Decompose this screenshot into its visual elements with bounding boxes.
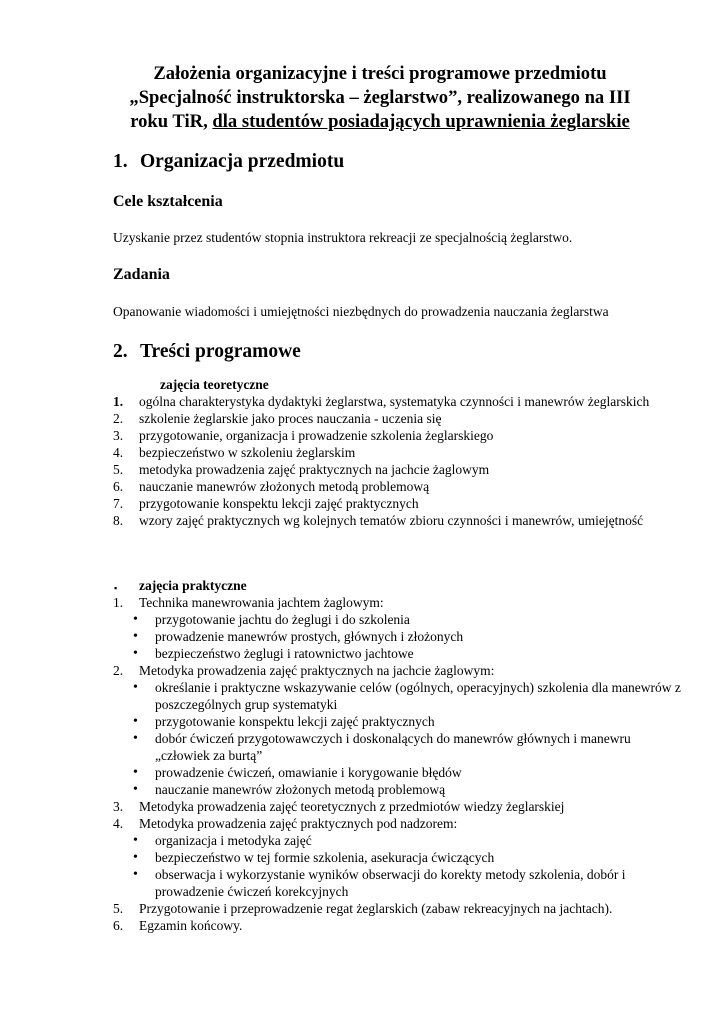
practice-subitem xyxy=(133,730,683,764)
practice-item xyxy=(113,900,683,917)
bullet-icon: • xyxy=(133,850,138,865)
practice-item xyxy=(113,815,683,832)
practice-subitem-text: bezpieczeństwo żeglugi i ratownictwo jachtowe xyxy=(155,646,414,661)
bullet-icon: • xyxy=(133,782,138,797)
theory-item-number: 5. xyxy=(113,462,124,477)
practice-subitem-text: organizacja i metodyka zajęć xyxy=(155,833,312,848)
title-line-3 xyxy=(110,110,650,134)
bullet-icon: • xyxy=(133,867,138,882)
theory-item xyxy=(113,495,683,512)
practice-subitem-text: obserwacja i wykorzystanie wyników obserwacji do korekty metody szkolenia, dobór i prowadzenie ćwiczeń korekcyjnych xyxy=(155,867,626,899)
practice-item-number: 2. xyxy=(113,663,124,678)
theory-item xyxy=(113,461,683,478)
bullet-icon: • xyxy=(133,680,138,695)
theory-item-text: wzory zajęć praktycznych wg kolejnych tematów zbioru czynności i manewrów, umiejętność xyxy=(139,513,644,528)
practice-item xyxy=(113,798,683,815)
practice-item xyxy=(113,917,683,934)
theory-item xyxy=(113,478,683,495)
theory-label: zajęcia teoretyczne xyxy=(160,377,269,392)
theory-items xyxy=(113,393,683,529)
practice-subitem xyxy=(133,764,683,781)
bullet-icon: • xyxy=(133,714,138,729)
practice-subitem-text: przygotowanie jachtu do żeglugi i do szkolenia xyxy=(155,612,410,627)
practice-subitem-text: bezpieczeństwo w tej formie szkolenia, asekuracja ćwiczących xyxy=(155,850,495,865)
practice-list xyxy=(113,577,683,934)
theory-item xyxy=(113,444,683,461)
theory-item xyxy=(113,512,683,529)
practice-item-text: Metodyka prowadzenia zajęć teoretycznych z przedmiotów wiedzy żeglarskiej xyxy=(139,799,565,814)
section-1-heading xyxy=(113,150,344,174)
bullet-icon: • xyxy=(133,629,138,644)
practice-subitem xyxy=(133,611,683,628)
practice-subitem xyxy=(133,832,683,849)
bullet-icon: • xyxy=(133,765,138,780)
theory-item-text: szkolenie żeglarskie jako proces nauczania - uczenia się xyxy=(139,411,442,426)
practice-item-number: 1. xyxy=(113,595,124,610)
title-underlined-text: dla studentów posiadających uprawnienia żeglarskie xyxy=(212,111,630,132)
document-title xyxy=(110,62,650,134)
theory-item-number: 4. xyxy=(113,445,124,460)
practice-item-number: 6. xyxy=(113,918,124,933)
practice-subitem-text: określanie i praktyczne wskazywanie celów (ogólnych, operacyjnych) szkolenia dla manewrów z poszczególnych grup systematyki xyxy=(155,680,681,712)
practice-subitem-text: przygotowanie konspektu lekcji zajęć praktycznych xyxy=(155,714,435,729)
practice-subitem-text: nauczanie manewrów złożonych metodą problemową xyxy=(155,782,446,797)
title-line-2: „Specjalność instruktorska – żeglarstwo”, realizowanego na III xyxy=(129,87,631,108)
square-bullet-icon: ▪ xyxy=(114,583,118,593)
theory-list xyxy=(113,376,683,529)
practice-item xyxy=(113,594,683,611)
practice-subitem-text: dobór ćwiczeń przygotowawczych i doskonalących do manewrów głównych i manewru „człowiek za burtą” xyxy=(155,731,631,763)
practice-item xyxy=(113,662,683,679)
theory-item xyxy=(113,410,683,427)
title-line-3-prefix: roku TiR, xyxy=(130,111,213,132)
practice-subitem-text: prowadzenie manewrów prostych, głównych i złożonych xyxy=(155,629,464,644)
theory-item-text: bezpieczeństwo w szkoleniu żeglarskim xyxy=(139,445,356,460)
section-2-title: Treści programowe xyxy=(140,341,301,362)
practice-subitem xyxy=(133,849,683,866)
practice-label: zajęcia praktyczne xyxy=(139,578,247,593)
bullet-icon: • xyxy=(133,833,138,848)
practice-subitem-text: prowadzenie ćwiczeń, omawianie i korygowanie błędów xyxy=(155,765,462,780)
practice-item-number: 4. xyxy=(113,816,124,831)
tasks-text: Opanowanie wiadomości i umiejętności niezbędnych do prowadzenia nauczania żeglarstwa xyxy=(113,304,609,319)
practice-item-text: Egzamin końcowy. xyxy=(139,918,243,933)
practice-item-text: Metodyka prowadzenia zajęć praktycznych pod nadzorem: xyxy=(139,816,458,831)
practice-subitem xyxy=(133,866,683,900)
tasks-heading: Zadania xyxy=(113,266,170,283)
theory-item-text: przygotowanie konspektu lekcji zajęć praktycznych xyxy=(139,496,419,511)
section-2-heading xyxy=(113,340,301,364)
theory-item xyxy=(113,393,683,410)
practice-subitem xyxy=(133,713,683,730)
practice-subitem xyxy=(133,679,683,713)
theory-item-number: 3. xyxy=(113,428,124,443)
section-1-number: 1. xyxy=(113,151,128,172)
practice-item-number: 5. xyxy=(113,901,124,916)
theory-item-text: nauczanie manewrów złożonych metodą problemową xyxy=(139,479,430,494)
bullet-icon: • xyxy=(133,731,138,746)
theory-item-text: ogólna charakterystyka dydaktyki żeglarstwa, systematyka czynności i manewrów żeglarskich xyxy=(139,394,650,409)
goals-heading: Cele kształcenia xyxy=(113,193,223,210)
theory-item-number: 7. xyxy=(113,496,124,511)
theory-item-number: 2. xyxy=(113,411,124,426)
theory-item-number: 1. xyxy=(113,394,124,409)
theory-item-text: metodyka prowadzenia zajęć praktycznych na jachcie żaglowym xyxy=(139,462,490,477)
practice-subitem xyxy=(133,628,683,645)
bullet-icon: • xyxy=(133,612,138,627)
practice-subitem xyxy=(133,781,683,798)
section-2-number: 2. xyxy=(113,341,128,362)
practice-item-text: Technika manewrowania jachtem żaglowym: xyxy=(139,595,384,610)
bullet-icon: • xyxy=(133,646,138,661)
practice-item-text: Przygotowanie i przeprowadzenie regat żeglarskich (zabaw rekreacyjnych na jachtach). xyxy=(139,901,613,916)
theory-item-number: 6. xyxy=(113,479,124,494)
practice-label-row xyxy=(113,577,683,594)
practice-item-number: 3. xyxy=(113,799,124,814)
title-line-1: Założenia organizacyjne i treści programowe przedmiotu xyxy=(153,63,607,84)
section-1-title: Organizacja przedmiotu xyxy=(140,151,345,172)
practice-subitem xyxy=(133,645,683,662)
theory-item-text: przygotowanie, organizacja i prowadzenie szkolenia żeglarskiego xyxy=(139,428,494,443)
theory-item xyxy=(113,427,683,444)
practice-items xyxy=(113,594,683,934)
practice-item-text: Metodyka prowadzenia zajęć praktycznych na jachcie żaglowym: xyxy=(139,663,495,678)
theory-item-number: 8. xyxy=(113,513,124,528)
goals-text: Uzyskanie przez studentów stopnia instruktora rekreacji ze specjalnością żeglarstwo. xyxy=(113,230,573,245)
